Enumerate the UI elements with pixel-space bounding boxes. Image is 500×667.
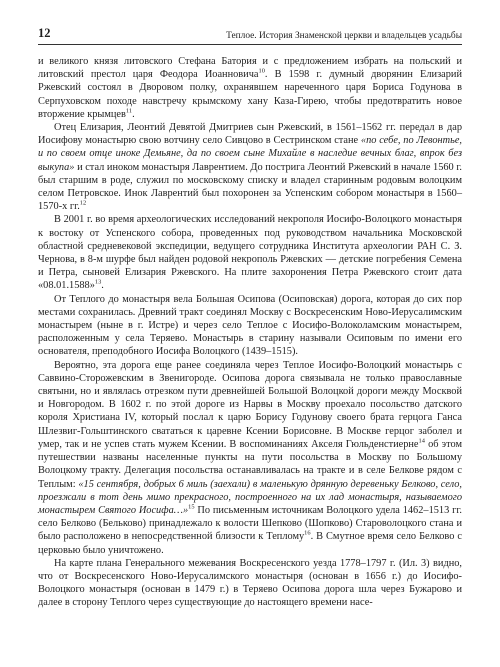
- text-run: . В Смутное время село Белково с церковью было уничтожено.: [38, 531, 462, 556]
- text-run: .: [101, 280, 104, 292]
- footnote-marker: 12: [79, 199, 87, 207]
- footnote-marker: 16: [304, 529, 311, 537]
- text-run: . В 1598 г. думный дворянин Елизарий Ржевский состоял в Дворовом полку, охранявшем нареченного царя Бориса Годунова в Серпуховском походе навстречу крымскому хану Каза-Гирею, чтобы предотвратить новое вторжение крымцев: [38, 69, 462, 120]
- footnote-marker: 13: [94, 279, 102, 287]
- paragraph: [38, 359, 462, 557]
- running-title: Теплое. История Знаменской церкви и владельцев усадьбы: [226, 31, 462, 41]
- page-number: 12: [38, 26, 51, 40]
- italic-quote: «15 сентября, добрых 6 миль (заехали) в маленькую дрянную деревеньку Белково, село, проезжали в тот день мимо прекрасного, построенного на их лад монастыря, называемого монастырем Святого Иосифа…»: [38, 478, 462, 516]
- paragraph: [38, 55, 462, 121]
- paragraph: [38, 213, 462, 292]
- footnote-marker: 10: [258, 67, 265, 75]
- text-run: На карте плана Генерального межевания Воскресенского уезда 1778–1797 г. (Ил. 3) видно, что от Воскресенского Ново-Иерусалимского монастыря (основан в 1656 г.) до Иосифо-Волоцкого монастыря (основан в 1479 г.) в Теряево Осипова дорога шла через Бужарово и далее в сторону Теплого через существующие до настоящего времени насе-: [38, 557, 462, 609]
- footnote-marker: 15: [188, 503, 195, 511]
- text-run: Отец Елизария, Леонтий Девятой Дмитриев сын Ржевский, в 1561–1562 гг. передал в дар Иосифову монастырю свою вотчину село Сивцово в Сестринском стане: [38, 122, 462, 147]
- paragraph: [38, 557, 462, 610]
- text-run: и стал иноком монастыря Лаврентием. До пострига Леонтий Ржевский в начале 1560 г. был старшим в роде, служил по московскому списку и владел старинным родовым волоцким селом Петровское. Инок Лаврентий был похоронен за Успенским собором монастыря в 1560–1570-х гг.: [38, 161, 462, 213]
- text-run: .: [132, 108, 135, 120]
- text-run: об этом путешествии названы населенные пункты на пути посольства в Москву по Большому Волоцкому тракту. Делегация посольства останавливалась на тракте и в селе Белкове рядом с Теплым:: [38, 438, 463, 490]
- running-header: [38, 26, 462, 45]
- paragraph: [38, 121, 462, 213]
- text-run: В 2001 г. во время археологических исследований некрополя Иосифо-Волоцкого монастыря к востоку от Успенского собора, проведенных под руководством начальника Московской областной средневековой экспедиции, ведущего сотрудника Института археологии РАН С. З. Чернова, в 8-м шурфе был найден родовой некрополь Ржевских — детские погребения Семена и Петра, сыновей Елизария Ржевского. На плите захоронения Петра Ржевского стоит дата «08.01.1588»: [38, 214, 462, 292]
- footnote-marker: 11: [125, 107, 133, 115]
- footnote-marker: 14: [418, 437, 425, 445]
- body-text: [38, 55, 462, 610]
- text-run: Вероятно, эта дорога еще ранее соединяла через Теплое Иосифо-Волоцкий монастырь с Саввино-Сторожевским в Звенигороде. Осипова дорога связывала не только православные святыни, но и являлась отрезком пути древнейшей Большой Волоцкой дороги между Москвой и Новгородом. В 1602 г. по этой дороге из Нарвы в Москву проехало посольство датского короля Христиана IV, который послал к царю Борису Годунову своего брата герцога Ганса Шлезвиг-Гольштинского свататься к царевне Ксении Борисовне. В Москве герцог заболел и умер, так и не успев стать мужем Ксении. В воспоминаниях Акселя Гюльденстиерне: [38, 359, 462, 450]
- text-run: По письменным источникам Волоцкого удела 1462–1513 гг. село Белково (Бельково) принадлежало к волости Шепково (Шопково) Староволоцкого стана и было расположено в непосредственной близости к Теплому: [38, 504, 462, 543]
- italic-quote: «по себе, по Левонтье, и по своем отце иноке Демьяне, да по своем сыне Михайле в наследие вечных благ, впрок без выкупа»: [38, 135, 462, 173]
- paragraph: [38, 293, 462, 359]
- text-run: и великого князя литовского Стефана Батория и с предложением избрать на польский и литовский престол царя Феодора Иоанновича: [38, 56, 462, 81]
- text-run: От Теплого до монастыря вела Большая Осипова (Осиповская) дорога, которая до сих пор местами сохранилась. Древний тракт соединял Москву с Воскресенским Ново-Иерусалимским монастырем (ныне в г. Истре) и через село Теплое с Иосифо-Волоколамским монастырем, расположенным у села Теряево. Монастырь в старину называли Осиповым по имени его основателя, преподобного Иосифа Волоцкого (1439–1515).: [38, 293, 462, 358]
